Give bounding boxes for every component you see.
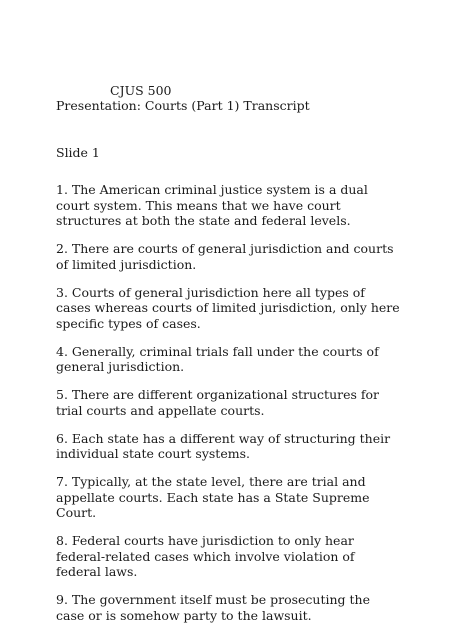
transcript-item-9: 9. The government itself must be prosecuting the case or is somehow party to the lawsuit. — [56, 592, 370, 623]
transcript-item-6: 6. Each state has a different way of structuring their individual state court systems. — [56, 430, 391, 461]
transcript-item-2: 2. There are courts of general jurisdiction and courts of limited jurisdiction. — [56, 241, 394, 272]
slide-label: Slide 1 — [56, 145, 100, 160]
transcript-item-7: 7. Typically, at the state level, there are trial and appellate courts. Each state has a State Supreme Court. — [56, 474, 370, 520]
transcript-item-1: 1. The American criminal justice system is a dual court system. This means that we have court structures at both the state and federal levels. — [56, 182, 368, 228]
transcript-list — [56, 182, 401, 636]
transcript-item-4: 4. Generally, criminal trials fall under the courts of general jurisdiction. — [56, 343, 379, 374]
transcript-item-5: 5. There are different organizational structures for trial courts and appellate courts. — [56, 387, 380, 418]
document-title: Presentation: Courts (Part 1) Transcript — [56, 98, 310, 113]
transcript-item-8: 8. Federal courts have jurisdiction to only hear federal-related cases which involve violation of federal laws. — [56, 533, 355, 579]
course-code: CJUS 500 — [110, 83, 172, 98]
transcript-item-3: 3. Courts of general jurisdiction here all types of cases whereas courts of limited jurisdiction, only here specific types of cases. — [56, 284, 400, 331]
